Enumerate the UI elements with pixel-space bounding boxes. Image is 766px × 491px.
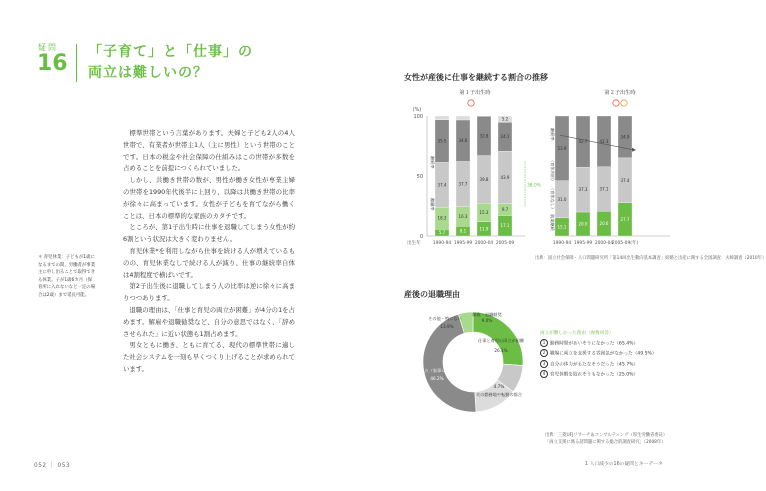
series-label: （育休なし） [550, 186, 555, 212]
data-label: 37.1 [599, 186, 609, 192]
slice-label: 26.1% [494, 348, 508, 353]
body-paragraph: 第2子出生後に退職してしまう人の比率は逆に徐々に高まりつつあります。 [123, 282, 295, 303]
x-tick-label: 2005-09(年) [611, 241, 639, 246]
donut-chart [399, 300, 540, 420]
reason-item [540, 370, 690, 380]
page-title-line-2: 両立は難しいの？ [88, 65, 208, 81]
bar-segment [435, 116, 449, 120]
data-label: 5.7 [438, 230, 446, 236]
body-paragraph: しかし、共働き世帯の数が、男性が働き女性が専業主婦の世帯を1990年代後半に上回り、以降は共働き世帯の比率が徐々に高まっています。女性が子どもを育てながら働くことは、日本の標準的な家族のカタチです。 [123, 176, 295, 220]
x-axis-label: 出生年 [407, 241, 421, 246]
data-label: 39.8 [479, 176, 489, 182]
x-tick-label: 1990-94 [432, 241, 452, 246]
body-text [123, 128, 295, 376]
group-label: 第２子出生時 [604, 90, 636, 96]
reason-text: 育児休暇を取れそうもなかった（25.0%） [550, 372, 639, 378]
data-label: 16.3 [458, 214, 468, 219]
body-paragraph: 育児休業*を利用しながら仕事を続ける人が増えているものの、育児休業なしで続ける人が減り、仕事の継続率自体は4割程度で横ばいです。 [123, 246, 295, 279]
data-label: 35.5 [437, 138, 447, 144]
data-label: 8.1 [459, 228, 467, 234]
data-label: 42.7 [578, 139, 588, 145]
data-label: 17.1 [500, 223, 510, 229]
chart2-source-line-2: 「両立支援に係る諸問題に関する総合的調査研究」（2008年） [545, 440, 666, 445]
series-label: 継続率 [430, 156, 435, 169]
data-label: 34.6 [458, 138, 468, 144]
chart2-source [545, 432, 667, 446]
data-label: 37.4 [437, 182, 447, 188]
series-label: 就業継続 [550, 214, 555, 231]
y-tick-label: 100 [413, 114, 423, 120]
question-label: 疑問 [38, 43, 58, 52]
x-tick-label: 2000-04 [594, 241, 614, 246]
data-label: 20.6 [599, 221, 609, 227]
data-label: 11.9 [479, 226, 489, 232]
slice-label: 解雇・退職勧奨 [472, 312, 502, 317]
data-label: 20.0 [578, 221, 588, 227]
data-label: 15.3 [479, 210, 489, 216]
data-label: 18.3 [437, 215, 447, 221]
data-label: 34.9 [620, 134, 630, 140]
slice-label: 仕事と育児の両立が困難 [477, 338, 525, 343]
reason-number: 1 [540, 339, 548, 347]
x-tick-label: 1995-99 [453, 241, 473, 246]
reason-number: 4 [540, 370, 548, 378]
heading-divider [76, 44, 77, 82]
y-tick-label: 0 [419, 234, 423, 240]
reason-text: 自分の体力がもたなそうだった（45.7%） [550, 362, 639, 368]
reason-number: 2 [540, 349, 548, 357]
bar-segment [456, 116, 470, 120]
chart2-title: 産後の退職理由 [404, 290, 460, 299]
chart2-source-line-1: 出典：三菱UFJリサーチ＆コンサルティング（厚生労働省委託） [545, 433, 668, 438]
data-label: 37.4 [620, 177, 630, 183]
data-label: 42.3 [599, 138, 609, 144]
data-label: 53.9 [557, 145, 567, 151]
slice-label: 4.7% [493, 384, 505, 389]
data-label: 27.7 [620, 216, 630, 222]
baby-icon [621, 100, 627, 106]
series-label: 継続率 [550, 128, 555, 141]
data-label: 37.3 [578, 187, 588, 193]
data-label: 15.1 [557, 224, 567, 230]
reasons-heading: 両立が難しかった理由（複数回答） [540, 331, 614, 336]
side-note: ＊ 育児休業：子どもが1歳になるまでの間、労働者が事業主に申し出ることで取得できる休業。子が1歳6カ月（保育所に入れないなど一定の場合は2歳）まで延長可能。 [38, 255, 96, 298]
slice-label: 9.0% [481, 318, 493, 323]
y-tick-label: 50 [416, 174, 423, 180]
y-axis-unit: (%) [412, 107, 422, 113]
body-paragraph: 男女ともに働き、ともに育てる、現代の標準世帯に適した社会システムを一刻も早くつくり上げることが求められています。 [123, 341, 295, 373]
x-tick-label: 1995-99 [573, 241, 593, 246]
data-label: 31.0 [557, 196, 567, 202]
chart1-title: 女性が産後に仕事を継続する割合の推移 [404, 73, 548, 82]
slice-label: 自発的にやめた（家事に専念するため） [399, 368, 475, 373]
x-tick-label: 2000-04 [474, 241, 494, 246]
data-label: 32.8 [479, 133, 489, 139]
chart1-source: 出典：国立社会保障・人口問題研究所「第14回出生動向基本調査」結婚と出産に関する全国調査：夫婦調査（2010年） [535, 256, 766, 261]
baby-icon [613, 100, 619, 106]
reason-item [540, 339, 690, 349]
body-paragraph: ところが、第1子出生時に仕事を退職してしまう女性が約6割という状況は大きく変わりません。 [123, 223, 295, 244]
data-label: 43.9 [500, 175, 510, 180]
reason-number: 3 [540, 360, 548, 368]
baby-icon [468, 100, 474, 106]
series-label: （育休利用） [550, 158, 555, 184]
reason-text: 勤務時間があいそうになかった（65.4%） [550, 341, 639, 347]
trend-arrow-head [632, 148, 636, 152]
data-label: 24.1 [500, 134, 510, 140]
x-tick-label: 2005-09 [495, 241, 515, 246]
reason-item [540, 349, 690, 359]
stacked-bar-chart [405, 86, 705, 246]
question-number: 16 [37, 51, 68, 76]
data-label: 9.7 [501, 207, 509, 213]
slice-label: 46.2% [430, 376, 444, 381]
running-footer: 1 人口減少の16の疑問とキーデータ [585, 462, 663, 467]
slice-label: 夫の勤務地や転勤の都合 [475, 392, 523, 397]
slice-label: その他・特にない [428, 316, 462, 321]
page-title-line-1: 「子育て」と「仕事」の [88, 44, 253, 60]
data-label: 5.2 [501, 116, 509, 122]
series-label: 離職率 [430, 198, 435, 211]
data-label: 37.7 [458, 181, 468, 187]
bracket-value: 38.0% [527, 183, 541, 189]
body-paragraph: 標準世帯という言葉があります。夫婦と子ども2人の4人世帯で、有業者が世帯主1人（主に男性）という世帯のことです。日本の税金や社会保障の仕組みはこの世帯が多数を占めることを前提につくられていました。 [123, 129, 295, 173]
body-paragraph: 退職の理由は、「仕事と育児の両立が困難」が4分の1を占めます。解雇や退職勧奨など、自分の意思ではなく、「辞めさせられた」に近い状態も1割占めます。 [123, 305, 295, 338]
reasons-box [540, 330, 690, 380]
reason-item [540, 360, 690, 370]
x-tick-label: 1990-94 [552, 241, 572, 246]
page-folio: 052 ｜ 053 [34, 463, 71, 469]
slice-label: 13.9% [440, 324, 454, 329]
reason-text: 職場に両立を支援する雰囲気がなかった（49.5%） [550, 351, 657, 357]
group-label: 第１子出生時 [459, 90, 491, 96]
